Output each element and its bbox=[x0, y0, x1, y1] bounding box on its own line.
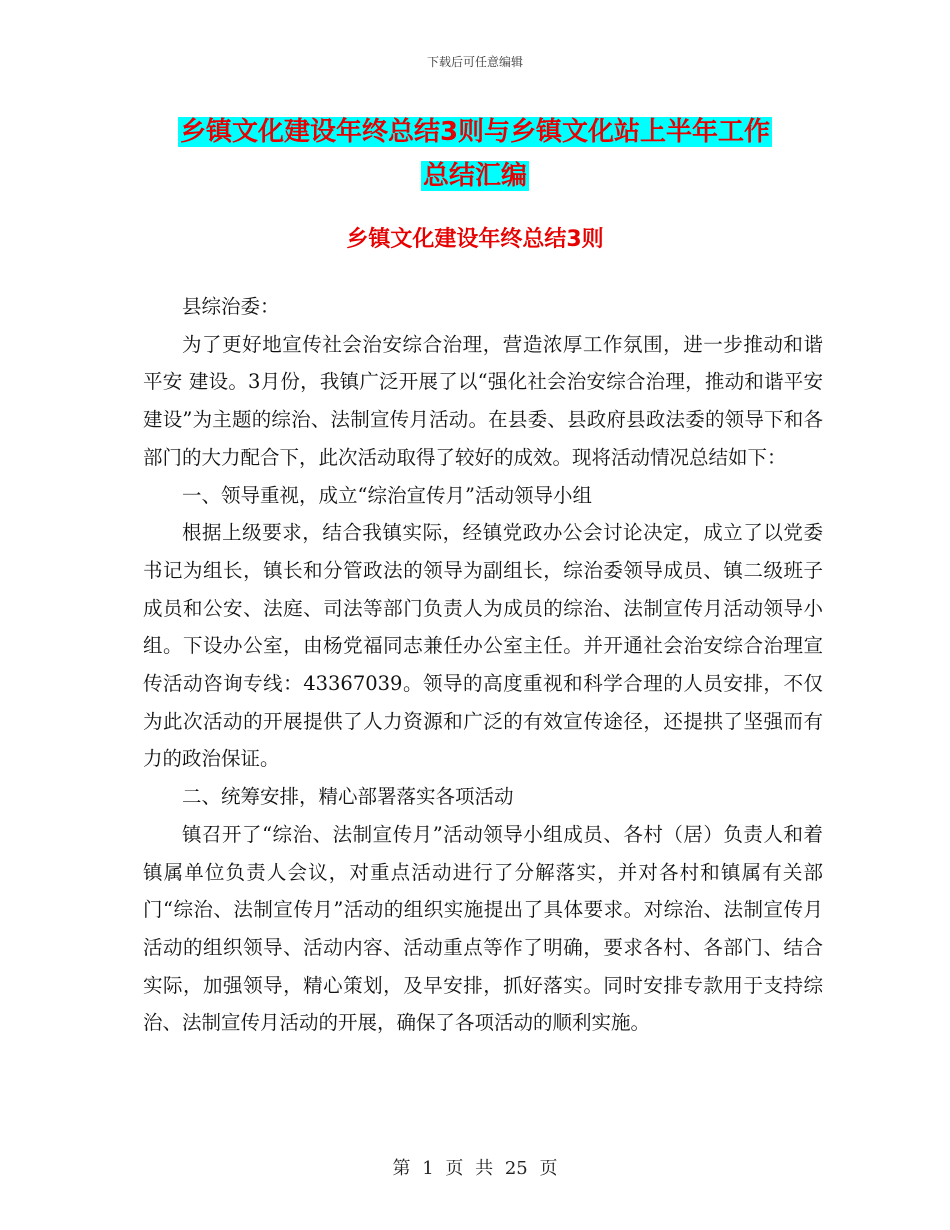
heading-section-2: 二、统筹安排，精心部署落实各项活动 bbox=[182, 785, 514, 809]
heading-section-1: 一、领导重视，成立“综治宣传月”活动领导小组 bbox=[182, 483, 592, 507]
paragraph-section-2: 镇召开了“综治、法制宣传月”活动领导小组成员、各村（居）负责人和着镇属单位负责人会议，对重点活动进行了分解落实，并对各村和镇属有关部门“综治、法制宣传月”活动的组织实施提出了具体要求。对综治、法制宣传月活动的组织领导、活动内容、活动重点等作了明确，要求各村、各部门、结合实际，加强领导，精心策划，及早安排，抓好落实。同时安排专款用于支持综治、法制宣传月活动的开展，确保了各项活动的顺利实施。 bbox=[143, 822, 823, 1035]
section-title: 乡镇文化建设年终总结3则 bbox=[346, 227, 604, 252]
document-title bbox=[0, 110, 950, 198]
header-note: 下载后可任意编辑 bbox=[426, 55, 523, 69]
document-title-line-2: 总结汇编 bbox=[422, 161, 527, 191]
paragraph-section-1: 根据上级要求，结合我镇实际，经镇党政办公会讨论决定，成立了以党委书记为组长，镇长和分管政法的领导为副组长，综治委领导成员、镇二级班子成员和公安、法庭、司法等部门负责人为成员的综治、法制宣传月活动领导小组。下设办公室，由杨党福同志兼任办公室主任。并开通社会治安综合治理宣传活动咨询专线：43367039。领导的高度重视和科学合理的人员安排，不仅为此次活动的开展提供了人力资源和广泛的有效宣传途径，还提拱了坚强而有力的政治保证。 bbox=[143, 521, 823, 771]
page-footer: 第 1 页 共 25 页 bbox=[392, 1158, 558, 1179]
document-body bbox=[143, 288, 823, 1042]
paragraph-intro: 为了更好地宣传社会治安综合治理，营造浓厚工作氛围，进一步推动和谐平安 建设。3月份，我镇广泛开展了以“强化社会治安综合治理，推动和谐平安 建设”为主题的综治、法制宣传月活动。在县委、县政府县政法委的领导下和各部门的大力配合下，此次活动取得了较好的成效。现将活动情况总结如下： bbox=[143, 332, 823, 469]
document-title-line-1: 乡镇文化建设年终总结3则与乡镇文化站上半年工作 bbox=[179, 117, 771, 147]
salutation: 县综治委： bbox=[182, 295, 280, 318]
